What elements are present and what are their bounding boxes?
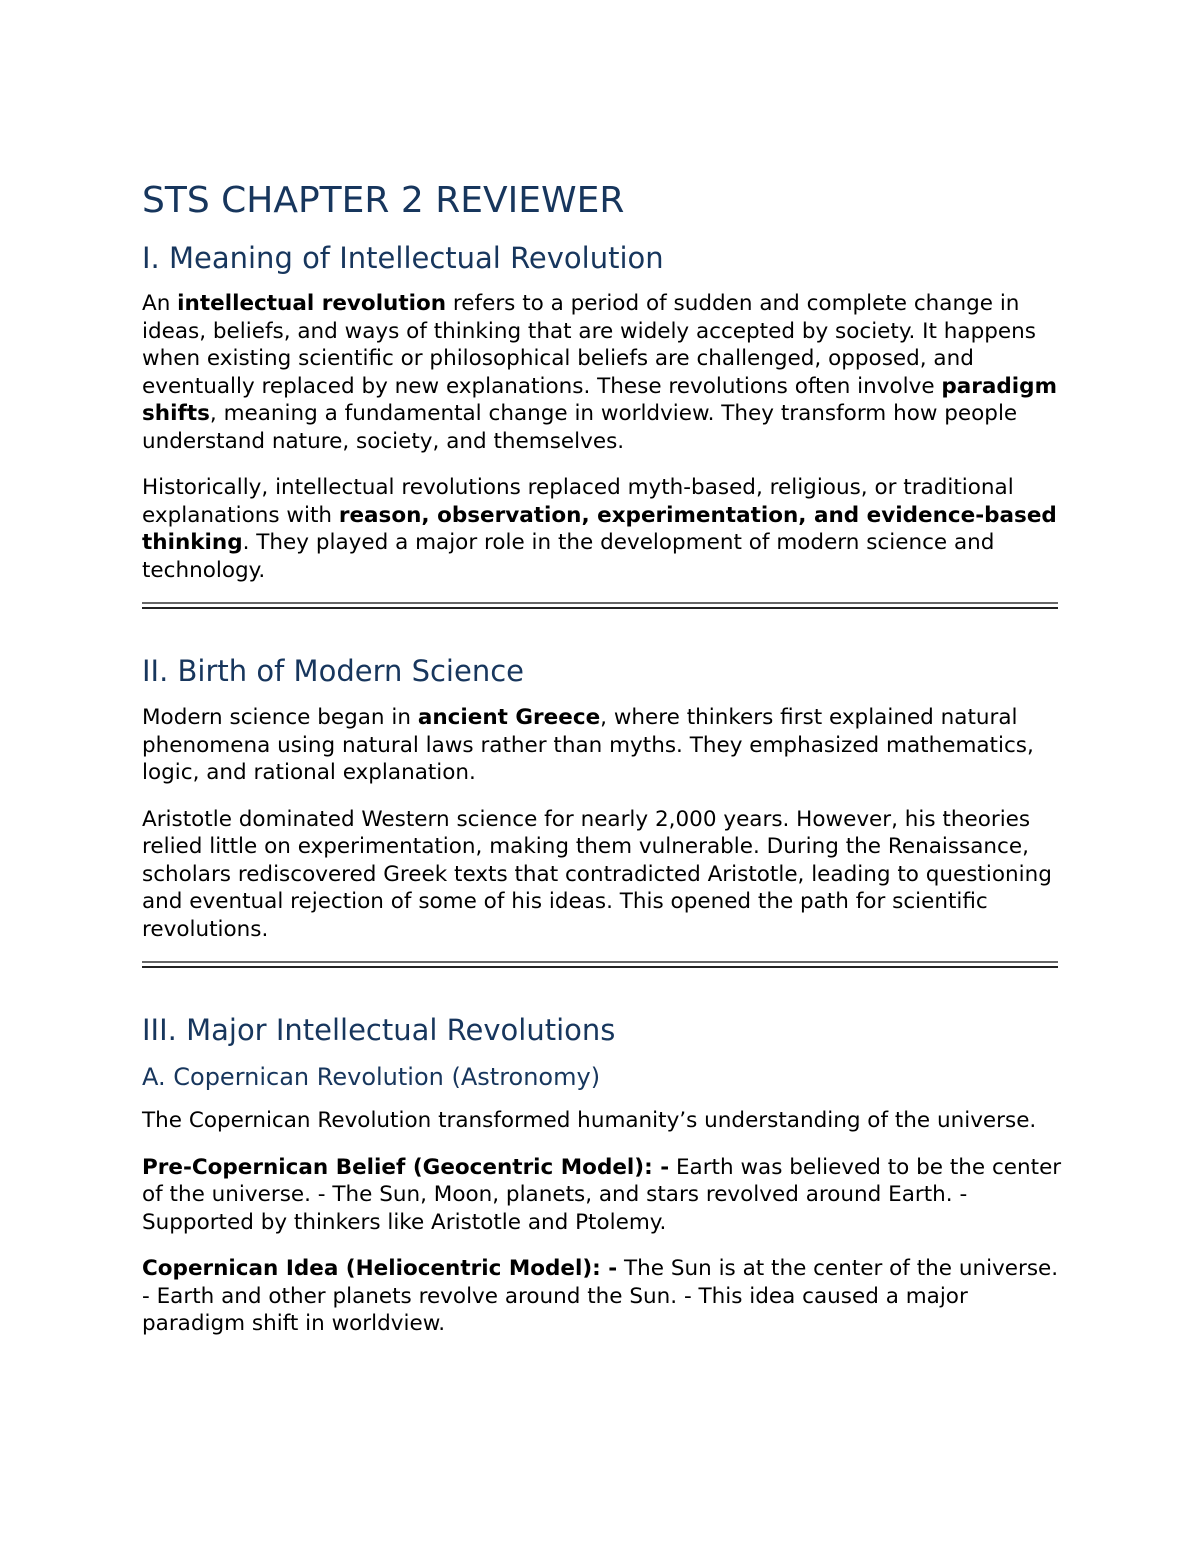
bold-term: paradigm shifts xyxy=(142,373,1057,426)
text-run: Earth was believed to be the center of the universe. - The Sun, Moon, planets, and stars revolved around Earth. - Supported by thinkers like Aristotle and Ptolemy. xyxy=(142,1154,1062,1235)
text-run: . They played a major role in the development of modern science and technology. xyxy=(142,530,995,583)
bold-term: reason, observation, experimentation, and evidence-based thinking xyxy=(142,502,1057,555)
horizontal-divider xyxy=(142,602,1058,609)
text-run: refers to a period of sudden and complete change in ideas, beliefs, and ways of thinking that are widely accepted by society. It happens when existing scientific or philosophical beliefs are challenged, opposed, and eventually replaced by new explanations. These revolutions often involve xyxy=(142,291,1036,399)
horizontal-divider xyxy=(142,961,1058,968)
text-run: Historically, intellectual revolutions replaced myth-based, religious, or traditional explanations with xyxy=(142,475,1014,528)
paragraph-aristotle: Aristotle dominated Western science for nearly 2,000 years. However, his theories relied little on experimentation, making them vulnerable. During the Renaissance, scholars rediscovered Greek texts that contradicted Aristotle, leading to questioning and eventual rejection of some of his ideas. This opened the path for scientific revolutions. xyxy=(142,806,1052,942)
paragraph-heliocentric xyxy=(142,1255,1062,1338)
subsection-heading-copernican: A. Copernican Revolution (Astronomy) xyxy=(142,1063,601,1091)
text-run: Modern science began in xyxy=(142,705,418,730)
text-run: , where thinkers first explained natural phenomena using natural laws rather than myths. They emphasized mathematics, logic, and rational explanation. xyxy=(142,705,1034,785)
bold-label: Copernican Idea (Heliocentric Model): - xyxy=(142,1256,618,1281)
paragraph-copernican-intro: The Copernican Revolution transformed humanity’s understanding of the universe. xyxy=(142,1108,1037,1133)
text-run: The Sun is at the center of the universe. - Earth and other planets revolve around the Sun. - This idea caused a major paradigm shift in worldview. xyxy=(142,1256,1059,1336)
text-run: , meaning a fundamental change in worldview. They transform how people understand nature, society, and themselves. xyxy=(142,401,1018,454)
bold-term: ancient Greece xyxy=(417,705,601,730)
paragraph-historical-context xyxy=(142,474,1062,584)
text-run: An xyxy=(142,291,178,316)
document-content xyxy=(142,178,1062,1338)
section-heading-meaning: I. Meaning of Intellectual Revolution xyxy=(142,241,664,275)
section-heading-major-revolutions: III. Major Intellectual Revolutions xyxy=(142,1013,616,1047)
bold-term: intellectual revolution xyxy=(177,291,447,316)
paragraph-ancient-greece xyxy=(142,704,1062,787)
paragraph-pre-copernican xyxy=(142,1154,1062,1237)
paragraph-intellectual-revolution-definition xyxy=(142,290,1062,455)
document-title: STS CHAPTER 2 REVIEWER xyxy=(142,180,625,221)
section-heading-birth-of-science: II. Birth of Modern Science xyxy=(142,654,524,688)
bold-label: Pre-Copernican Belief (Geocentric Model): - xyxy=(142,1154,670,1180)
